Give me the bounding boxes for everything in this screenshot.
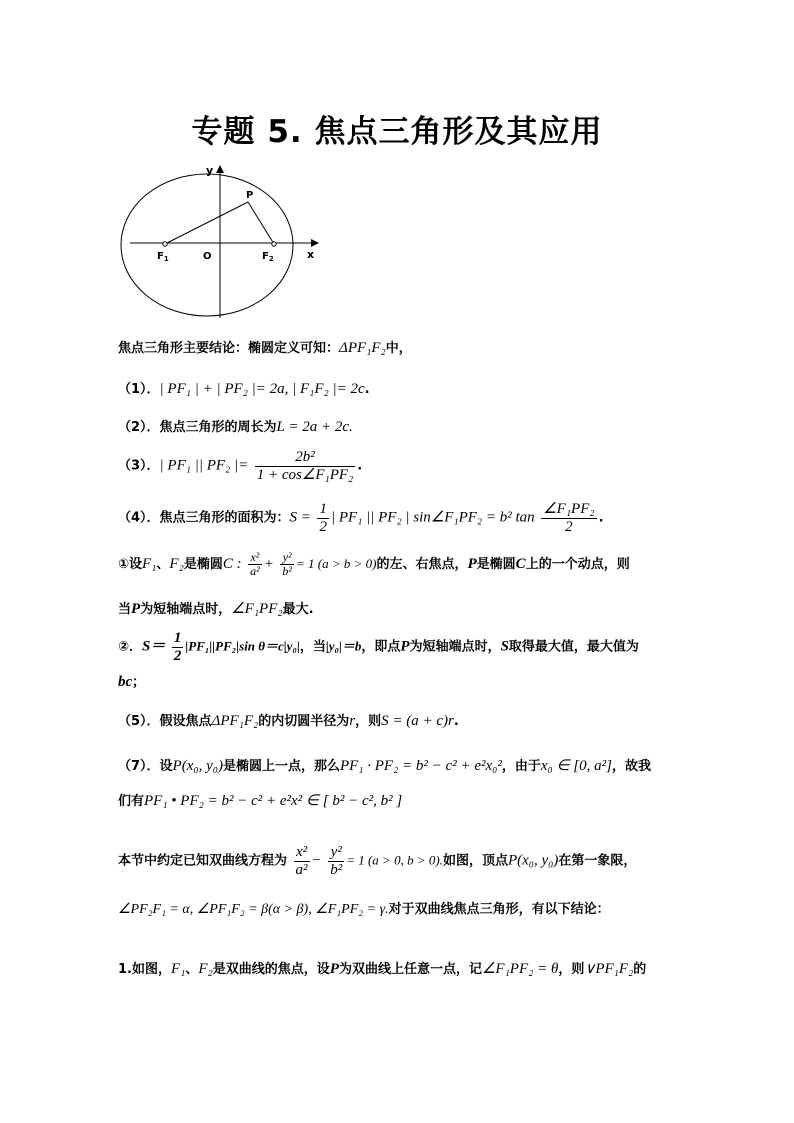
page-title: 专题 5. 焦点三角形及其应用 [191, 114, 603, 150]
point-1-line: 1.如图，F₁、F₂是双曲线的焦点，设P为双曲线上任意一点，记∠F₁PF₂ = θ，则∨PF₁F₂的 [118, 961, 647, 977]
item-7-line-2: 们有PF₁ • PF₂ = b² − c² + e²x² ∈ [ b² − c², b² ] [118, 793, 403, 809]
circle-1-y-fraction: $\frac{\text{y²}}{\text{b²}}$ [282, 550, 292, 579]
hyperbola-x-fraction: $\frac{\text{x²}}{\text{a²}}$ [295, 844, 308, 878]
hyperbola-y-fraction: $\frac{\text{y²}}{\text{b²}}$ [330, 844, 343, 878]
circle-1-line-2: 当P为短轴端点时，∠F₁PF₂最大. [118, 601, 314, 617]
label-o: O [203, 251, 212, 262]
focus-f1-dot [163, 242, 167, 246]
segment-pf1 [165, 202, 248, 244]
intro-line: 焦点三角形主要结论：椭圆定义可知：ΔPF₁F₂中， [118, 340, 412, 356]
circle-2-line-1: ②．S＝ $\frac{1}{2}$ |PF₁||PF₂|sin θ＝c|y₀|，当|y₀|＝b，即点P为短轴端点时，S取得最大值，最大值为 [118, 630, 639, 664]
item-2: （2）．焦点三角形的周长为L = 2a + 2c. [118, 419, 353, 435]
label-y: y [206, 164, 214, 177]
label-f2: $F_2$ [262, 251, 274, 263]
item-5: （5）．假设焦点ΔPF₁F₂的内切圆半径为r，则S = (a + c)r. [118, 713, 459, 729]
item-1: （1）．| PF₁ | + | PF₂ |= 2a, | F₁F₂ |= 2c. [118, 381, 370, 397]
label-x: x [307, 248, 315, 261]
hyperbola-line-2: ∠PF₂F₁ = α, ∠PF₁F₂ = β(α > β), ∠F₁PF₂ = γ.对于双曲线焦点三角形，有以下结论： [118, 902, 610, 917]
label-f1: $F_1$ [157, 251, 169, 263]
circle-2-half-fraction: $\frac{1}{2}$ [173, 630, 182, 664]
item-3: （3）．| PF₁ || PF₂ |= $\frac{\text{2b²}}{\text{1 + cos∠F₁PF₂}}$ . [118, 449, 363, 483]
item-4: （4）．焦点三角形的面积为：S = $\frac{1}{2}$ | PF₁ || PF₂ | sin∠F₁PF₂ = b² tan $\frac{\text{∠F₁PF₂}}{2}$ . [118, 501, 604, 535]
focus-f2-dot [272, 242, 276, 246]
label-p: P [246, 190, 254, 201]
item-4-tan-fraction: $\frac{\text{∠F₁PF₂}}{2}$ [543, 501, 595, 535]
item-7-line-1: （7）．设P(x₀, y₀)是椭圆上一点，那么PF₁ · PF₂ = b² − c² + e²x₀²，由于x₀ ∈ [0, a²]，故我 [118, 758, 651, 774]
ellipse-focal-triangle-diagram [120, 160, 330, 322]
segment-pf2 [248, 202, 274, 244]
ellipse [121, 174, 293, 316]
circle-2-line-2: bc； [118, 674, 146, 690]
item-4-half-fraction: $\frac{1}{2}$ [319, 501, 327, 535]
hyperbola-line-1: 本节中约定已知双曲线方程为 $\frac{\text{x²}}{\text{a²}}$ − $\frac{\text{y²}}{\text{b²}}$ = 1 (a > 0, b > 0).如图，顶点P(x₀, y₀)在第一象限， [118, 844, 637, 878]
circle-1-line-1: ①设F₁、F₂是椭圆C : $\frac{\text{x²}}{\text{a²}}$ + $\frac{\text{y²}}{\text{b²}}$ = 1 (a > b > 0)的左、右焦点，P是椭圆C上的一个动点，则 [118, 550, 630, 579]
circle-1-x-fraction: $\frac{\text{x²}}{\text{a²}}$ [250, 550, 260, 579]
item-3-fraction: $\frac{\text{2b²}}{\text{1 + cos∠F₁PF₂}}$ [256, 449, 354, 483]
